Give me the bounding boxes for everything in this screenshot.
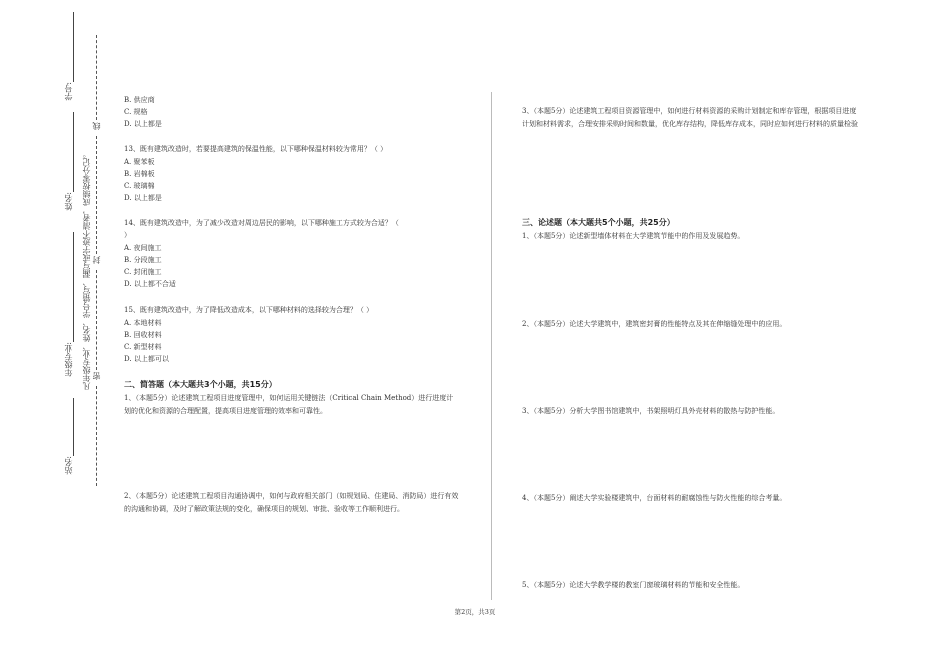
q14-option-c: C. 封闭施工: [124, 268, 162, 276]
grade-major-line: [73, 232, 74, 342]
page-number: 第2页，共3页: [454, 608, 496, 616]
name-line: [73, 112, 74, 192]
q13-stem: 13、既有建筑改造时，若要提高建筑的保温性能，以下哪种保温材料较为常用？（ ）: [124, 145, 388, 153]
q15-option-c: C. 新型材料: [124, 343, 162, 351]
dashed-seal-line-top: [96, 35, 97, 120]
section3-title: 三、论述题（本大题共5个小题，共25分）: [522, 218, 675, 227]
student-id-label: 学号:: [64, 82, 73, 101]
q15-option-a: A. 本地材料: [124, 319, 162, 327]
q15-stem: 15、既有建筑改造中，为了降低改造成本，以下哪种材料的选择较为合理？（ ）: [124, 306, 374, 314]
seal-xian: 线: [92, 122, 101, 130]
q13-option-b: B. 岩棉板: [124, 170, 155, 178]
q13-option-c: C. 玻璃棉: [124, 182, 155, 190]
section3-question-4: 4、（本题5分）阐述大学实验楼建筑中，台面材料的耐腐蚀性与防火性能的综合考量。: [522, 494, 787, 502]
q14-stem-line1: 14、既有建筑改造中，为了减少改造对周边居民的影响，以下哪种施工方式较为合适？（: [124, 219, 399, 227]
dashed-seal-line-lower: [96, 270, 97, 370]
section3-question-5: 5、（本题5分）论述大学教学楼的教室门窗玻璃材料的节能和安全性能。: [522, 581, 745, 589]
q14-option-b: B. 分段施工: [124, 256, 162, 264]
q13-option-d: D. 以上都是: [124, 194, 162, 202]
q12-option-c: C. 规格: [124, 108, 148, 116]
seal-feng: 封: [92, 256, 101, 264]
section2-question-3: 3、（本题5分）论述建筑工程项目资源管理中，如何进行材料资源的采购计划制定和库存管理，根据项目进度计划和材料需求，合理安排采购时间和数量，优化库存结构，降低库存成本，同时应如何进行材料的质量检验: [522, 107, 858, 128]
q12-option-b: B. 供应商: [124, 96, 155, 104]
seal-mi: 密: [92, 372, 101, 380]
section2-question-2: 2、（本题5分）论述建筑工程项目沟通协调中，如何与政府相关部门（如规划局、住建局、消防局）进行有效的沟通和协调，及时了解政策法规的变化，确保项目的规划、审批、验收等工作顺利进行。: [124, 492, 459, 513]
q14-option-d: D. 以上都不合适: [124, 280, 176, 288]
q12-option-d: D. 以上都是: [124, 120, 162, 128]
q15-option-d: D. 以上都可以: [124, 355, 169, 363]
binding-notice: 凡年级专业、姓名、学号错写、漏写或字迹不清者，成绩按零分记。: [82, 150, 91, 390]
section2-question-1: 1、（本题5分）论述建筑工程项目进度管理中，如何运用关键链法（Critical Chain Method）进行进度计划的优化和资源的合理配置，提高项目进度管理的效率和可靠性。: [124, 394, 454, 415]
section3-question-2: 2、（本题5分）论述大学建筑中，建筑密封膏的性能特点及其在伸缩缝处理中的应用。: [522, 320, 787, 328]
q14-stem-line2: ）: [124, 231, 131, 239]
section3-question-1: 1、（本题5分）论述新型墙体材料在大学建筑节能中的作用及发展趋势。: [522, 232, 745, 240]
q15-option-b: B. 回收材料: [124, 331, 162, 339]
q13-option-a: A. 聚苯板: [124, 158, 155, 166]
student-id-line: [73, 12, 74, 82]
site-label: 站名:: [64, 456, 73, 475]
column-divider: [491, 92, 492, 600]
site-line: [73, 398, 74, 456]
section2-title: 二、简答题（本大题共3个小题，共15分）: [124, 380, 277, 389]
grade-major-label: 年级专业:: [64, 342, 73, 377]
dashed-seal-line-bottom: [96, 386, 97, 486]
name-label: 姓名:: [64, 192, 73, 211]
section3-question-3: 3、（本题5分）分析大学图书馆建筑中，书架照明灯具外壳材料的散热与防护性能。: [522, 407, 780, 415]
q14-option-a: A. 夜间施工: [124, 244, 162, 252]
dashed-seal-line-middle: [96, 136, 97, 254]
